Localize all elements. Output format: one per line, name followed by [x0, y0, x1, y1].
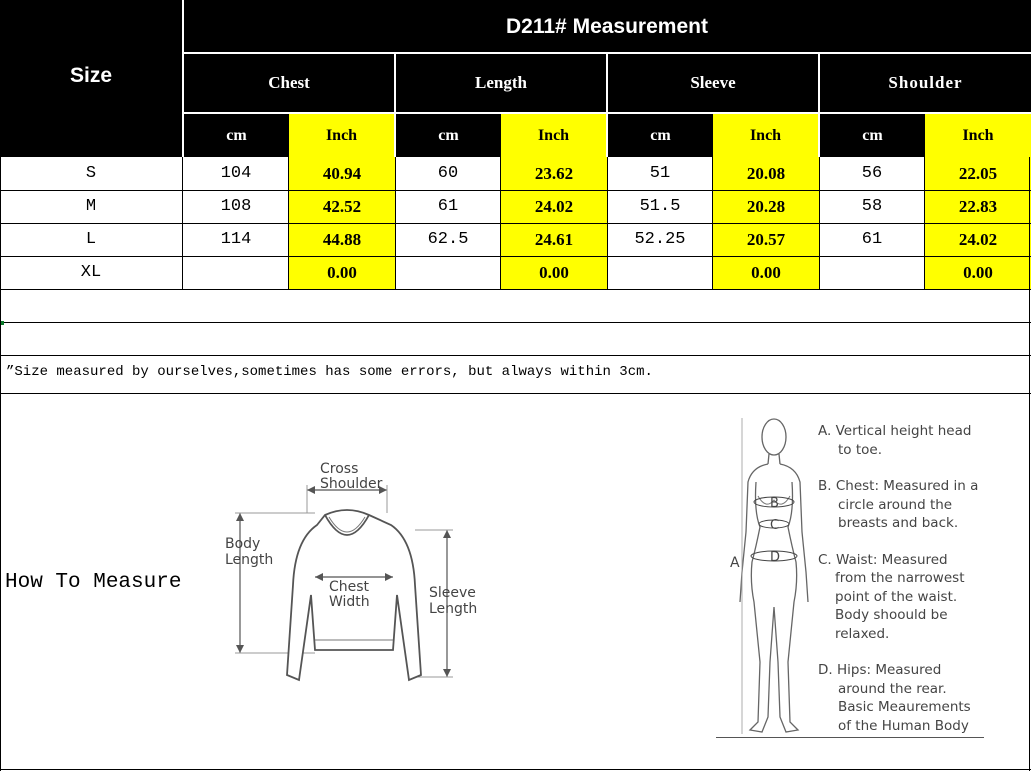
table-cell — [395, 256, 501, 289]
table-cell: 52.25 — [634, 230, 686, 249]
note-d: D. Hips: Measured around the rear. Basic Meaurements of the Human Body — [818, 662, 971, 734]
cross-shoulder-label: Shoulder — [320, 476, 383, 492]
table-cell — [819, 256, 925, 289]
table-cell: 104 — [220, 164, 252, 183]
table-cell: 51.5 — [639, 197, 681, 216]
chest-width-label: Width — [329, 594, 370, 610]
table-cell — [183, 256, 289, 289]
table-cell: 61 — [861, 230, 883, 249]
table-cell: 61 — [437, 197, 459, 216]
group-length: Length — [475, 73, 527, 92]
sleeve-length-label: Length — [429, 601, 478, 617]
size-note: ”Size measured by ourselves,sometimes has some errors, but always within 3cm. — [6, 364, 653, 380]
size-cell: M — [85, 197, 97, 216]
table-cell: 60 — [437, 164, 459, 183]
group-chest: Chest — [268, 73, 310, 92]
table-cell: 108 — [220, 197, 252, 216]
unit-cm-sleeve: cm — [650, 126, 671, 144]
unit-cm-chest: cm — [226, 126, 247, 144]
table-cell: 0.00 — [963, 262, 993, 282]
table-cell: 0.00 — [539, 262, 569, 282]
sweater-diagram — [215, 455, 485, 690]
table-cell: 58 — [861, 197, 883, 216]
table-cell: 42.52 — [322, 196, 362, 216]
unit-inch-length: Inch — [501, 114, 606, 157]
size-cell: S — [85, 164, 97, 183]
unit-inch-sleeve: Inch — [713, 114, 818, 157]
sleeve-length-label: Sleeve — [429, 585, 476, 601]
body-notes — [818, 422, 1023, 742]
table-cell: 20.57 — [746, 229, 786, 249]
cross-shoulder-label: Cross — [320, 461, 359, 477]
unit-inch-chest: Inch — [289, 114, 394, 157]
note-a: A. Vertical height head to toe. — [818, 423, 972, 458]
marker-a: A — [730, 555, 740, 571]
body-length-label: Length — [225, 552, 274, 568]
table-cell: 22.83 — [958, 196, 998, 216]
chest-width-label: Chest — [329, 579, 370, 595]
table-cell: 114 — [220, 230, 252, 249]
note-c: C. Waist: Measured from the narrowest point of the waist. Body shoould be relaxed. — [818, 551, 965, 642]
size-cell: L — [85, 230, 97, 249]
table-cell: 56 — [861, 164, 883, 183]
table-cell: 0.00 — [327, 262, 357, 282]
size-cell: XL — [80, 263, 102, 282]
table-cell: 40.94 — [322, 163, 362, 183]
unit-cm-shoulder: cm — [862, 126, 883, 144]
table-cell: 62.5 — [427, 230, 469, 249]
size-header: Size — [69, 63, 113, 87]
unit-inch-shoulder: Inch — [925, 114, 1031, 157]
table-cell — [607, 256, 713, 289]
group-sleeve: Sleeve — [690, 73, 736, 92]
table-cell: 44.88 — [322, 229, 362, 249]
marker-b: B — [770, 496, 779, 511]
note-b: B. Chest: Measured in a circle around the breasts and back. — [818, 478, 979, 531]
body-notes-underline — [716, 737, 984, 738]
unit-cm-length: cm — [438, 126, 459, 144]
table-cell: 20.28 — [746, 196, 786, 216]
table-title: D211# Measurement — [506, 14, 708, 38]
marker-d: D — [770, 550, 781, 565]
table-cell: 23.62 — [534, 163, 574, 183]
table-cell: 22.05 — [958, 163, 998, 183]
body-length-label: Body — [225, 536, 261, 552]
table-cell: 51 — [649, 164, 671, 183]
how-to-measure-label: How To Measure — [5, 571, 182, 594]
table-cell: 20.08 — [746, 163, 786, 183]
table-cell: 24.61 — [534, 229, 574, 249]
group-shoulder: Shoulder — [888, 73, 963, 92]
table-cell: 24.02 — [534, 196, 574, 216]
body-figure-diagram — [722, 412, 814, 742]
marker-c: C — [770, 518, 780, 533]
table-cell: 0.00 — [751, 262, 781, 282]
table-cell: 24.02 — [958, 229, 998, 249]
